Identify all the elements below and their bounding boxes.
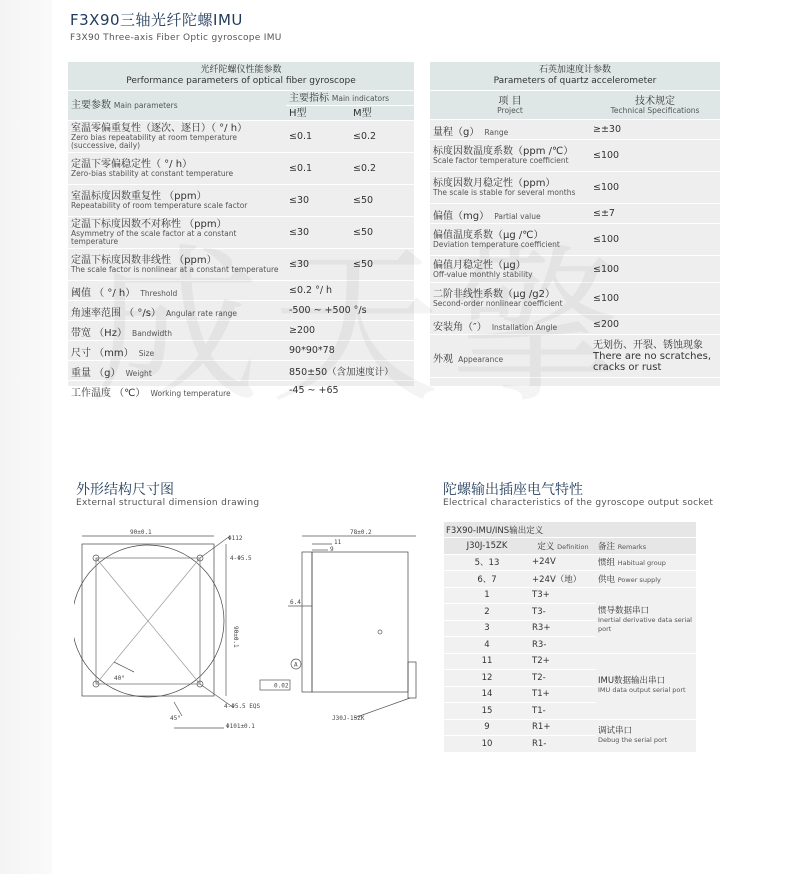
accel-param-en: Off-value monthly stability (433, 269, 533, 279)
socket-row (444, 719, 696, 736)
gyro-param-zh: 定温下标度因数非线性 （ppm） (71, 255, 217, 266)
side-width-label: 78±0.2 (350, 529, 372, 536)
socket-group-en: Inertial derivative data serial port (598, 615, 692, 633)
gyro-row (68, 361, 414, 381)
socket-group-en: Debug the serial port (598, 735, 668, 744)
accel-param-zh: 偏值温度系数（μg /℃） (433, 230, 544, 241)
gyro-value: -500 ~ +500 °/s (289, 305, 367, 316)
gyro-title-en: Performance parameters of optical fiber gyroscope (126, 76, 356, 86)
col-project-en: Project (497, 105, 523, 115)
socket-def: +24V (532, 557, 556, 568)
socket-def: T3- (532, 606, 546, 617)
gyro-value-h: ≤30 (289, 227, 310, 238)
gyro-param-en: Zero-bias stability at constant temperature (71, 169, 234, 178)
socket-def: T3+ (532, 590, 550, 601)
gyro-row (68, 321, 414, 341)
gyro-param-en: Bandwidth (132, 329, 172, 338)
connector-label: J30J-15ZK (332, 715, 365, 722)
gyro-param-en: Working temperature (150, 389, 231, 398)
front-housing (82, 544, 214, 696)
gyro-param-zh: 工作温度 （℃） (71, 388, 146, 399)
gyro-param-en: Angular rate range (166, 309, 238, 318)
socket-def: T2- (532, 672, 546, 683)
gyro-param-en: Repeatability of room temperature scale factor (71, 201, 248, 210)
page-subtitle: F3X90 Three-axis Fiber Optic gyroscope IMU (70, 33, 282, 43)
gyro-value-h: ≤0.1 (289, 131, 313, 142)
gyro-param-zh: 角速率范围 （ °/s） (71, 308, 161, 319)
side-connector (408, 662, 416, 698)
accel-param-en: Appearance (458, 354, 504, 364)
gyro-table-title-row (68, 62, 414, 91)
socket-pin: 5、13 (474, 558, 500, 569)
socket-row (444, 571, 696, 588)
accel-spec-table (430, 62, 720, 386)
head-def-en: Definition (557, 542, 589, 551)
gyro-spec-table (68, 62, 414, 399)
gyro-table-header-row (68, 91, 414, 106)
socket-pin: 1 (484, 590, 490, 601)
type-h-label: H型 (289, 107, 307, 119)
socket-def: T1- (532, 705, 546, 716)
gyro-value-m: ≤50 (353, 259, 374, 270)
col-param-en: Main parameters (113, 101, 178, 110)
socket-group-zh: 调试串口 (598, 725, 633, 736)
gyro-param-zh: 尺寸 （mm） (71, 348, 134, 359)
gyro-param-en: Threshold (140, 289, 178, 298)
socket-def: R3- (532, 639, 547, 650)
socket-pin: 6、7 (477, 574, 497, 585)
gyro-row (68, 249, 414, 281)
head-def-zh: 定义 (537, 541, 555, 552)
type-m-label: M型 (353, 107, 372, 119)
gyro-param-zh: 重量 （g） (71, 368, 121, 379)
dim-hole-bottom: 4-Φ5.5 EQS (224, 703, 261, 710)
accel-param-zh: 量程（g） (433, 127, 480, 138)
dim-pcd: Φ101±0.1 (226, 723, 255, 730)
dim-width: 90±0.1 (130, 529, 152, 536)
gyro-value-m: ≤50 (353, 195, 374, 206)
side-9-label: 9 (330, 546, 334, 553)
dimension-drawing (74, 522, 430, 740)
gyro-value-h: ≤30 (289, 259, 310, 270)
socket-table-title: F3X90-IMU/INS输出定义 (446, 525, 544, 536)
accel-param-en: Deviation temperature coefficient (433, 240, 560, 249)
socket-def: +24V（地） (532, 574, 582, 585)
accel-value: ≤100 (593, 234, 620, 245)
angle-leader-45 (174, 702, 182, 716)
socket-remark-zh: 供电 (598, 574, 616, 585)
socket-group-zh: 惯导数据串口 (598, 605, 650, 616)
side-body (312, 552, 408, 692)
socket-def: R3+ (532, 623, 551, 634)
col-spec-en: Technical Specifications (610, 105, 700, 115)
gyro-param-en: Size (138, 349, 155, 358)
socket-pin: 15 (481, 705, 493, 716)
dim-height: 90±0.1 (232, 626, 239, 648)
socket-title: 陀螺输出插座电气特性 (443, 482, 583, 498)
accel-row (430, 283, 720, 315)
gyro-param-zh: 带宽 （Hz） (71, 328, 127, 339)
gyro-row (68, 281, 414, 301)
accel-value: ≥±30 (593, 124, 622, 135)
gyro-param-zh: 定温下标度因数不对称性 （ppm） (71, 219, 227, 230)
socket-pin: 2 (484, 606, 490, 617)
accel-row (430, 172, 720, 204)
socket-def: R1- (532, 738, 547, 749)
head-pin: J30J-15ZK (466, 540, 508, 551)
side-64-label: 6.4 (290, 599, 301, 606)
socket-table (444, 522, 696, 753)
gyro-param-zh: 室温标度因数重复性 （ppm） (71, 191, 207, 202)
accel-param-zh: 安装角（″） (433, 322, 487, 333)
socket-group-en: IMU data output serial port (598, 686, 686, 694)
accel-value: ≤200 (593, 319, 620, 330)
hole-leader (200, 536, 230, 558)
gyro-value-m: ≤0.2 (353, 131, 377, 142)
dim-angle-40: 40° (114, 675, 125, 682)
accel-value-zh: 无划伤、开裂、锈蚀现象 (593, 339, 703, 351)
accel-row (430, 120, 720, 140)
socket-def: T2+ (532, 656, 550, 667)
accel-title-zh: 石英加速度计参数 (539, 65, 612, 75)
accel-param-en: Partial value (494, 212, 541, 221)
gyro-value-h: ≤30 (289, 195, 310, 206)
gyro-value-m: ≤0.2 (353, 163, 377, 174)
socket-group-zh: IMU数据输出串口 (598, 676, 666, 686)
gyro-param-en: Asymmetry of the scale factor at a constant temperature (71, 229, 237, 246)
accel-row (430, 256, 720, 283)
accel-value: ≤100 (593, 293, 620, 304)
page-title: F3X90三轴光纤陀螺IMU (70, 11, 243, 29)
col-spec-zh: 技术规定 (635, 95, 675, 107)
accel-param-en: Installation Angle (491, 323, 558, 332)
accel-row (430, 224, 720, 256)
col-project-zh: 项 目 (498, 95, 522, 107)
accel-row (430, 140, 720, 172)
accel-param-zh: 标度因数温度系数（ppm /℃） (433, 146, 574, 157)
gyro-row (68, 341, 414, 361)
gyro-value: 90*90*78 (289, 345, 335, 356)
gyro-param-zh: 室温零偏重复性（逐次、逐日）（ °/ h） (71, 123, 248, 134)
side-flange (302, 552, 312, 692)
page-side-strip (0, 0, 52, 874)
socket-pin: 14 (481, 689, 493, 700)
gyro-value: 850±50（含加速度计） (289, 366, 394, 378)
socket-pin: 10 (481, 738, 493, 749)
accel-param-zh: 标度因数月稳定性（ppm） (433, 178, 556, 189)
gyro-row (68, 217, 414, 249)
flatness-label: 0.02 (274, 682, 289, 690)
socket-def: R1+ (532, 722, 551, 733)
dim-outer-dia: Φ112 (228, 535, 243, 542)
front-view (74, 536, 234, 728)
accel-param-zh: 偏值月稳定性（μg） (433, 259, 526, 271)
accel-param-en: Second-order nonlinear coefficient (433, 299, 563, 308)
socket-pin: 12 (481, 672, 493, 683)
gyro-row (68, 185, 414, 217)
socket-subtitle: Electrical characteristics of the gyroscope output socket (443, 498, 714, 508)
head-rem-en: Remarks (617, 542, 647, 551)
col-ind-zh: 主要指标 (289, 92, 329, 104)
dim-angle-45: 45° (170, 715, 181, 722)
socket-row (444, 653, 696, 670)
socket-def: T1+ (532, 689, 550, 700)
accel-value: ≤100 (593, 182, 620, 193)
accel-row (430, 315, 720, 335)
gyro-row (68, 121, 414, 153)
socket-remark-en: Power supply (617, 575, 661, 584)
head-rem-zh: 备注 (598, 541, 616, 552)
gyro-param-zh: 阈值 （ °/ h） (71, 288, 136, 299)
side-screw (378, 630, 382, 634)
gyro-row (68, 301, 414, 321)
socket-remark-en: Habitual group (617, 559, 666, 568)
gyro-row (68, 381, 414, 401)
accel-row (430, 335, 720, 378)
gyro-param-en: Weight (125, 369, 152, 378)
accel-row (430, 204, 720, 224)
socket-pin: 11 (481, 656, 493, 667)
dimension-title: 外形结构尺寸图 (76, 482, 174, 498)
socket-row (444, 554, 696, 571)
accel-table-title-row (430, 62, 720, 91)
datum-a-label: A (294, 661, 298, 669)
gyro-param-en: The scale factor is nonlinear at a constant temperature (71, 265, 279, 274)
angle-leader-40 (114, 662, 134, 672)
socket-remark-zh: 惯组 (598, 558, 616, 569)
accel-param-en: Scale factor temperature coefficient (433, 156, 569, 165)
accel-value: ≤±7 (593, 208, 615, 219)
gyro-param-en: Zero bias repeatability at room temperature (successive, daily) (71, 133, 238, 150)
gyro-title-zh: 光纤陀螺仪性能参数 (200, 65, 282, 75)
dimension-subtitle: External structural dimension drawing (76, 498, 260, 508)
socket-pin: 3 (484, 623, 490, 634)
accel-param-zh: 偏值（mg） (433, 211, 490, 222)
socket-pin: 9 (484, 722, 490, 733)
gyro-row (68, 153, 414, 185)
socket-pin: 4 (484, 639, 490, 650)
socket-row (444, 587, 696, 604)
gyro-value: -45 ~ +65 (289, 385, 339, 396)
gyro-value: ≤0.2 °/ h (289, 285, 333, 296)
gyro-value-m: ≤50 (353, 227, 374, 238)
front-flange-circle (74, 545, 224, 697)
accel-param-zh: 二阶非线性系数（μg /g2） (433, 289, 555, 300)
accel-param-en: Range (484, 128, 509, 137)
side-11-label: 11 (334, 539, 342, 546)
accel-value-en: There are no scratches, cracks or rust (593, 350, 712, 373)
col-param-zh: 主要参数 (71, 100, 111, 111)
gyro-value: ≥200 (289, 325, 316, 336)
socket-table-title-row (444, 522, 696, 538)
accel-value: ≤100 (593, 150, 620, 161)
accel-param-zh: 外观 (433, 353, 453, 365)
gyro-value-h: ≤0.1 (289, 163, 313, 174)
accel-param-en: The scale is stable for several months (433, 188, 576, 197)
socket-table-head-row (444, 538, 696, 555)
dim-hole-top: 4-Φ5.5 (230, 555, 252, 562)
side-view (260, 536, 416, 718)
col-ind-en: Main indicators (331, 93, 390, 103)
accel-header-row (430, 91, 720, 120)
accel-value: ≤100 (593, 263, 620, 275)
accel-title-en: Parameters of quartz accelerometer (493, 76, 657, 86)
gyro-param-zh: 定温下零偏稳定性（ °/ h） (71, 159, 193, 170)
